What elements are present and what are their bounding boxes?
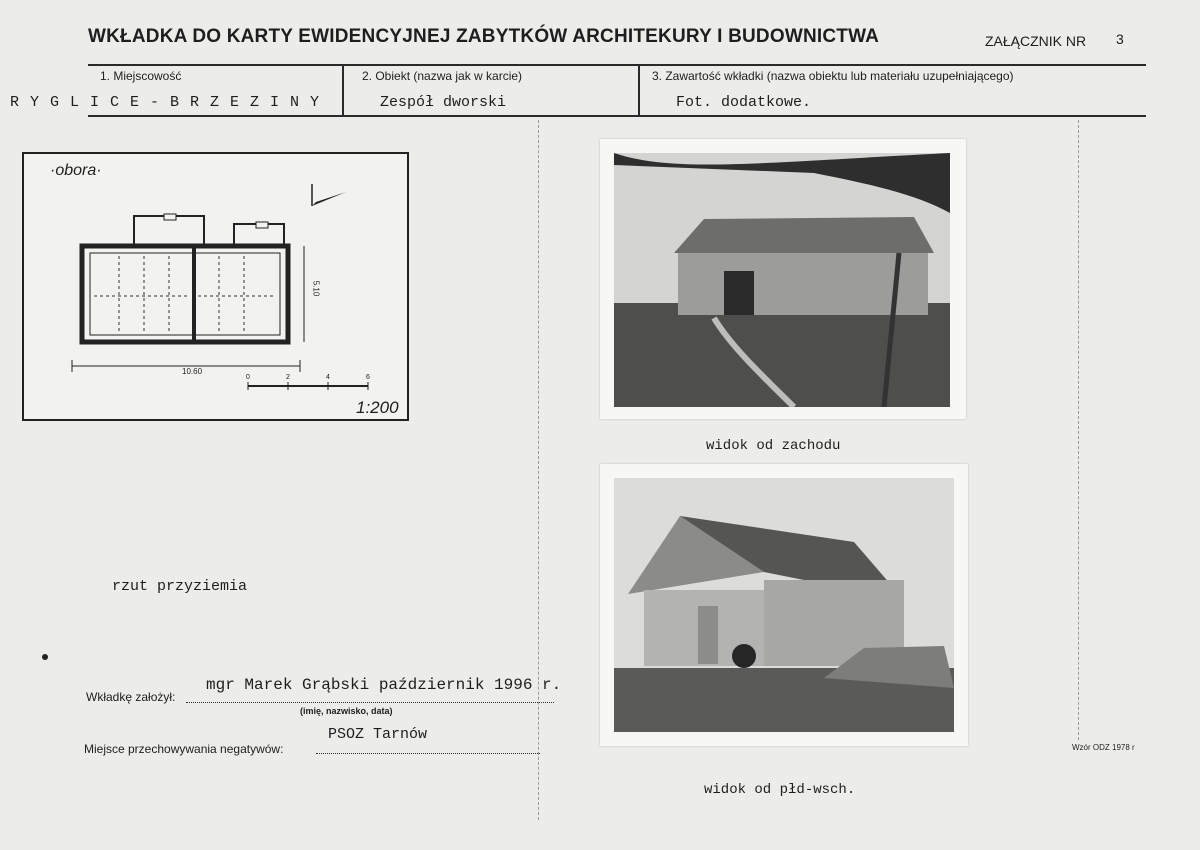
dim-width: 10.60 [182,367,203,376]
plan-drawing [24,154,407,419]
created-value: mgr Marek Grąbski październik 1996 r. [206,676,562,694]
header-rule-bottom [88,115,1146,117]
storage-label: Miejsce przechowywania negatywów: [84,742,284,756]
created-hint: (imię, nazwisko, data) [300,706,393,716]
photo-frame-southeast [600,464,968,746]
fold-line-right [1078,120,1079,740]
scale-tick-0: 0 [246,374,250,381]
sketch-caption: rzut przyziemia [112,578,248,595]
field-value-contents: Fot. dodatkowe. [676,94,812,111]
sketch-title: ·obora· [50,162,102,179]
photo-caption-west: widok od zachodu [706,438,841,454]
photo-barn-west [614,153,950,407]
field-value-object: Zespół dworski [380,94,507,111]
photo-caption-southeast: widok od płd-wsch. [704,782,856,798]
scale-tick-4: 4 [326,374,330,381]
field-label-locality: 1. Miejscowość [100,69,182,83]
dim-height: 5.10 [311,280,321,297]
header-rule-top [88,64,1146,66]
photo-frame-west [600,139,966,419]
storage-value: PSOZ Tarnów [328,726,428,743]
form-code: Wzór ODZ 1978 r [1072,743,1135,752]
created-dotline [186,702,554,703]
fold-line [538,120,539,820]
field-divider-2 [638,64,640,117]
scale-tick-2: 2 [286,374,290,381]
field-value-locality: R Y G L I C E - B R Z E Z I N Y [10,94,321,111]
created-label: Wkładkę założył: [86,690,176,704]
field-label-object: 2. Obiekt (nazwa jak w karcie) [362,69,523,83]
floor-plan-sketch [22,152,409,421]
annex-label: ZAŁĄCZNIK NR [985,33,1087,49]
sketch-scale: 1:200 [356,398,399,417]
storage-dotline [316,753,540,754]
field-divider-1 [342,64,344,117]
barn-southeast-image [614,478,954,732]
annex-number: 3 [1116,31,1124,47]
document-title: WKŁADKA DO KARTY EWIDENCYJNEJ ZABYTKÓW ARCHITEKURY I BUDOWNICTWA [88,26,880,47]
barn-west-image [614,153,950,407]
field-label-contents: 3. Zawartość wkładki (nazwa obiektu lub materiału uzupełniającego) [652,69,1014,83]
photo-barn-southeast [614,478,954,732]
scale-tick-6: 6 [366,374,370,381]
punch-dot [42,654,48,660]
